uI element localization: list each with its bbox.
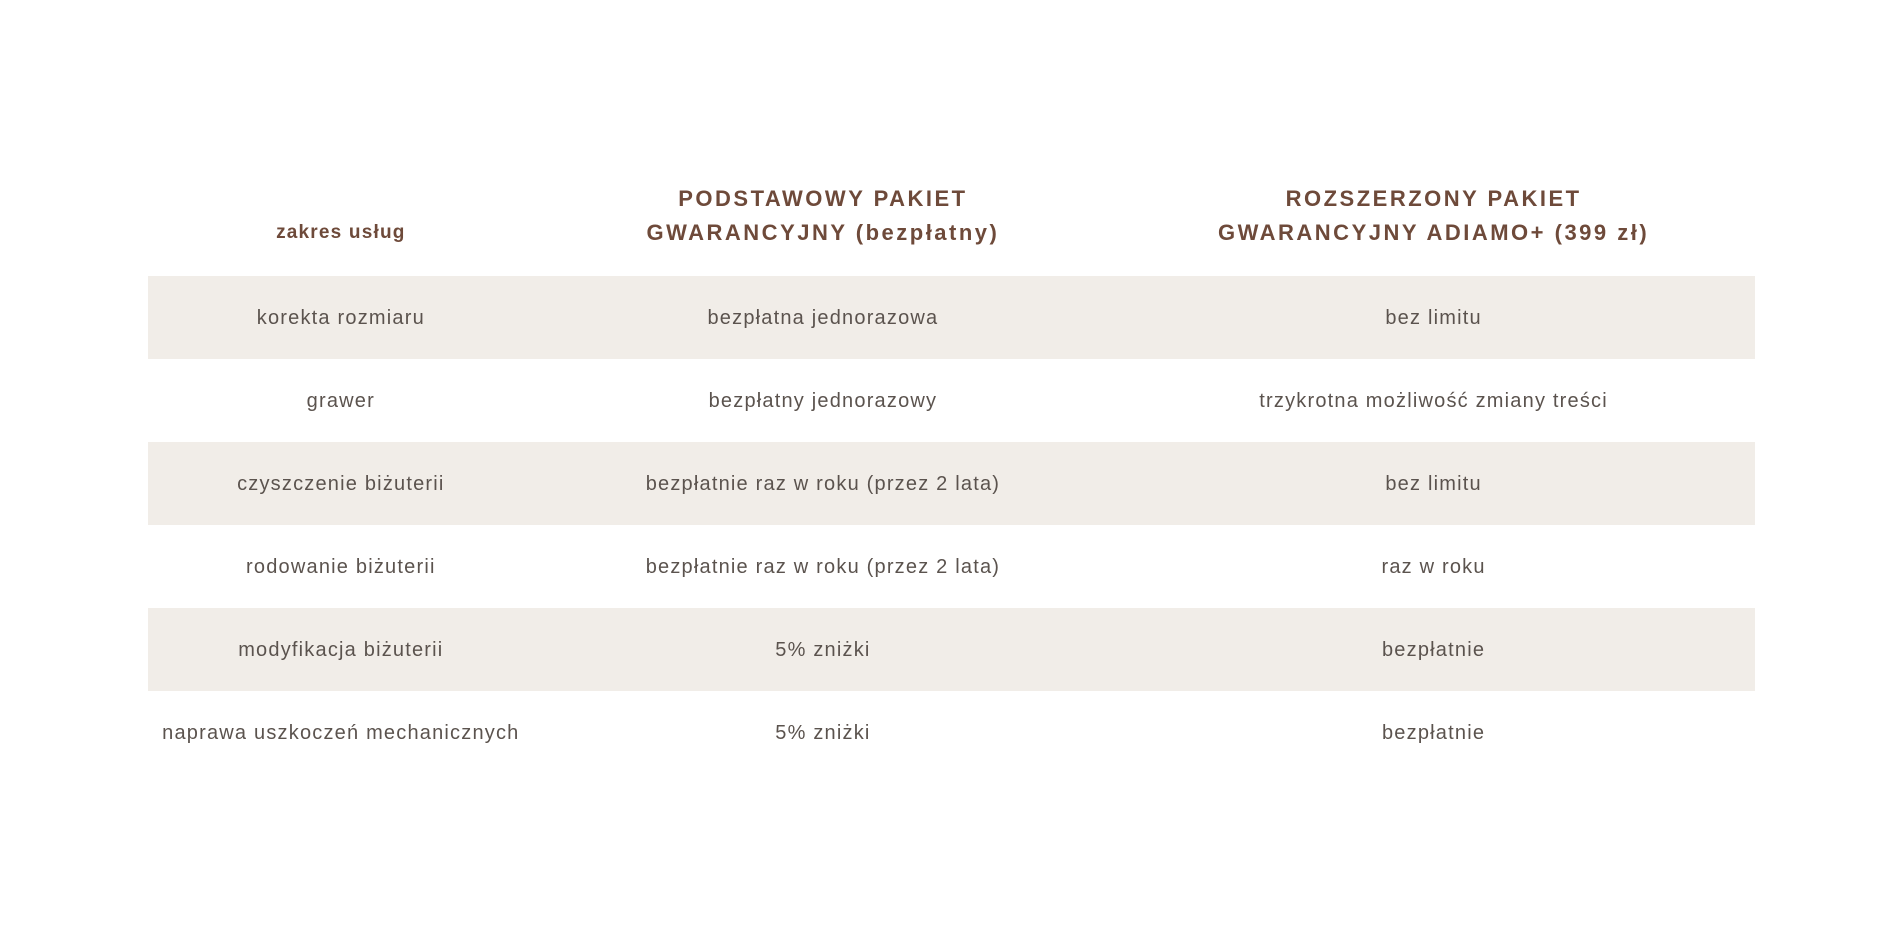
cell-extended: bez limitu (1385, 306, 1482, 329)
column-header-basic-line-1: PODSTAWOWY PAKIET (678, 186, 968, 211)
column-header-services-label: zakres usług (276, 222, 406, 243)
cell-basic: 5% zniżki (775, 638, 871, 661)
cell-basic: bezpłatnie raz w roku (przez 2 lata) (645, 555, 1001, 578)
table-row (148, 276, 1755, 359)
cell-extended: trzykrotna możliwość zmiany treści (1259, 389, 1608, 412)
cell-extended: bez limitu (1385, 472, 1482, 495)
cell-basic: bezpłatny jednorazowy (708, 389, 938, 412)
table-row (148, 525, 1755, 608)
column-header-extended-line-1: ROZSZERZONY PAKIET (1285, 186, 1582, 211)
table-header-row (148, 182, 1755, 276)
table-row (148, 359, 1755, 442)
table-row (148, 691, 1755, 774)
cell-basic: 5% zniżki (775, 721, 871, 744)
cell-service: grawer (306, 389, 375, 412)
cell-service: rodowanie biżuterii (246, 555, 436, 578)
cell-extended: raz w roku (1381, 555, 1486, 578)
warranty-comparison-table (148, 182, 1755, 774)
column-header-services (148, 216, 534, 250)
cell-extended: bezpłatnie (1381, 638, 1486, 661)
column-header-basic-package (534, 182, 1113, 250)
cell-extended: bezpłatnie (1381, 721, 1486, 744)
cell-service: naprawa uszkoczeń mechanicznych (162, 721, 520, 744)
column-header-basic-line-2: GWARANCYJNY (bezpłatny) (646, 220, 1000, 245)
cell-service: korekta rozmiaru (256, 306, 425, 329)
table-row (148, 608, 1755, 691)
cell-basic: bezpłatnie raz w roku (przez 2 lata) (645, 472, 1001, 495)
cell-service: czyszczenie biżuterii (237, 472, 445, 495)
column-header-extended-line-2: GWARANCYJNY ADIAMO+ (399 zł) (1217, 220, 1650, 245)
cell-service: modyfikacja biżuterii (238, 638, 444, 661)
column-header-extended-package (1112, 182, 1755, 250)
table-row (148, 442, 1755, 525)
table-rows (148, 276, 1755, 774)
cell-basic: bezpłatna jednorazowa (707, 306, 939, 329)
